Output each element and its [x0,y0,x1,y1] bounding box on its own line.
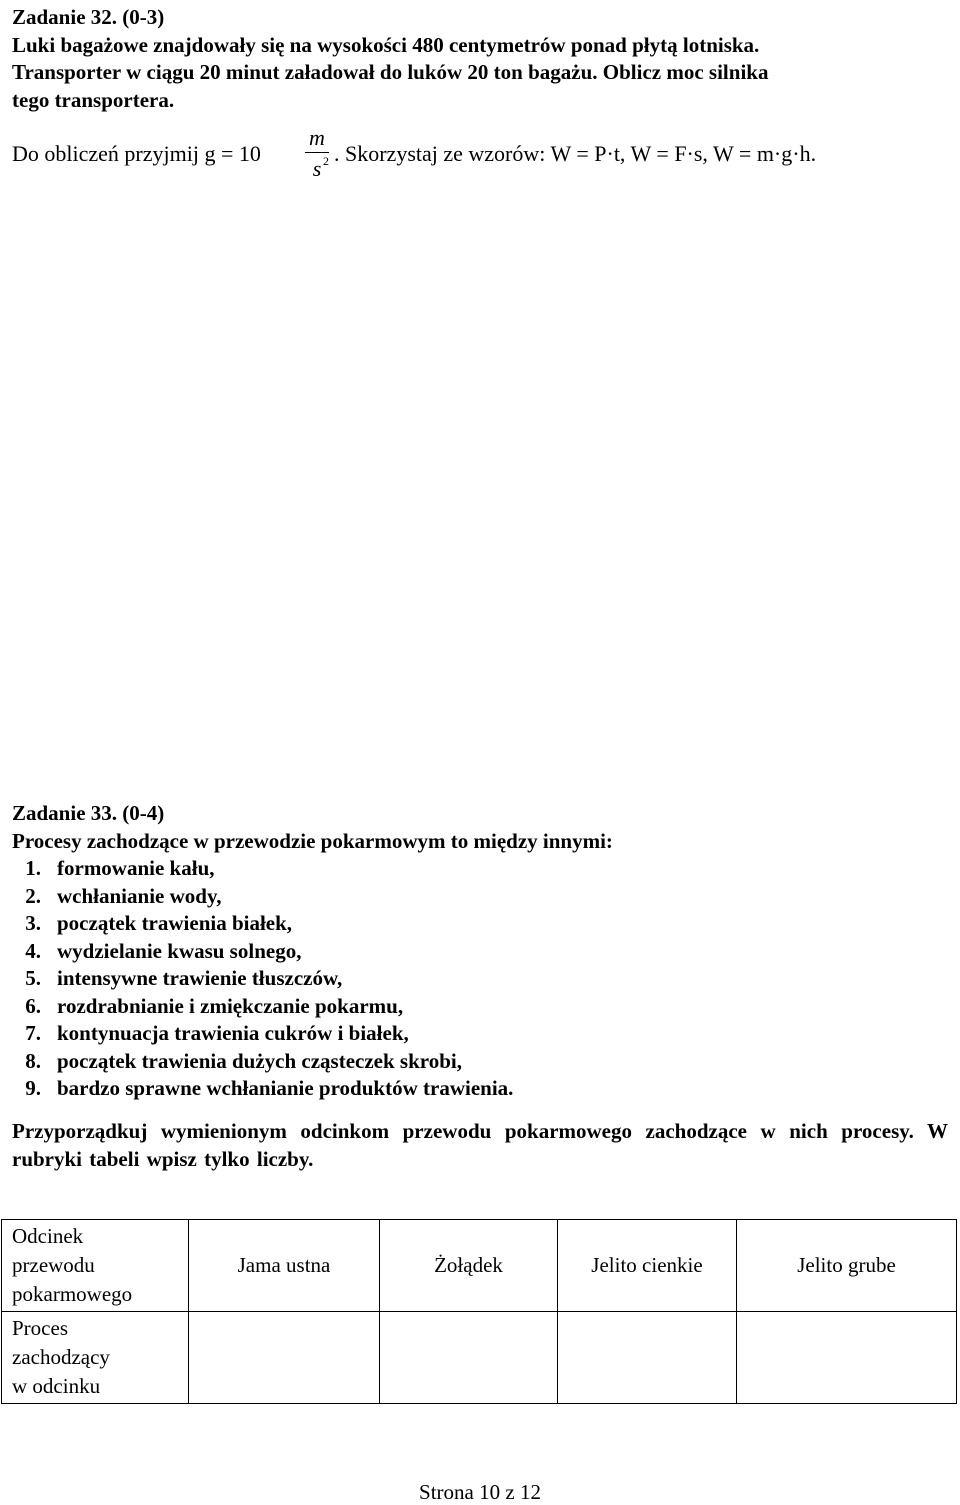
list-item-text: początek trawienia dużych cząsteczek skrobi, [57,1048,462,1073]
task-33-intro: Procesy zachodzące w przewodzie pokarmowym to między innymi: [12,828,613,853]
row-header-segment-line: Odcinek [12,1224,84,1248]
column-header-small-intestine: Jelito cienkie [558,1220,737,1312]
task-32-line-2: Transporter w ciągu 20 minut załadował do luków 20 ton bagażu. Oblicz moc silnika [12,60,769,84]
task-32-line-1: Luki bagażowe znajdowały się na wysokości 480 centymetrów ponad płytą lotniska. [12,32,760,57]
hint-prefix: Do obliczeń przyjmij g = 10 [12,141,261,166]
row-header-process-line: Proces [12,1316,68,1340]
column-header-mouth: Jama ustna [189,1220,380,1312]
row-header-process-line: w odcinku [12,1374,101,1398]
answer-cell-large-intestine[interactable] [737,1312,957,1404]
list-item-number: 1. [25,856,41,880]
table-answer-row [2,1312,957,1404]
answer-table [1,1219,957,1404]
list-item-text: początek trawienia białek, [57,911,293,935]
table-header-row [2,1220,957,1312]
list-item-number: 5. [25,966,41,990]
row-header-segment-line: pokarmowego [12,1282,133,1306]
list-item-number: 8. [25,1048,41,1073]
list-item-number: 4. [25,938,41,963]
row-header-process [2,1312,189,1404]
unit-denominator [305,153,329,181]
list-item [12,883,948,911]
hint-suffix: . Skorzystaj ze wzorów: W = P·t, W = F·s, W = m·g·h. [334,141,817,166]
list-item-number: 7. [25,1021,41,1045]
list-item [12,855,948,883]
list-item [12,1048,948,1076]
list-item-number: 2. [25,883,41,908]
task-32-hint [12,126,948,184]
task-33-title: Zadanie 33. (0-4) [12,801,165,825]
list-item [12,1020,948,1048]
row-header-segment-line: przewodu [12,1253,95,1277]
page-footer: Strona 10 z 12 [419,1480,541,1504]
answer-cell-stomach[interactable] [380,1312,558,1404]
list-item [12,938,948,966]
unit-numerator: m [305,126,329,153]
task-32 [12,4,948,184]
answer-cell-mouth[interactable] [189,1312,380,1404]
list-item [12,1075,948,1103]
list-item-text: kontynuacja trawienia cukrów i białek, [57,1021,409,1045]
list-item [12,910,948,938]
column-header-stomach: Żołądek [380,1220,558,1312]
task-32-title: Zadanie 32. (0-3) [12,5,165,29]
row-header-segment [2,1220,189,1312]
list-item-text: bardzo sprawne wchłanianie produktów trawienia. [57,1076,514,1100]
list-item-number: 3. [25,911,41,935]
list-item-number: 9. [25,1076,41,1100]
list-item [12,965,948,993]
answer-cell-small-intestine[interactable] [558,1312,737,1404]
task-33-instruction: Przyporządkuj wymienionym odcinkom przewodu pokarmowego zachodzące w nich procesy. W rubryki tabeli wpisz tylko liczby. [12,1118,948,1171]
list-item-text: rozdrabnianie i zmiękczanie pokarmu, [57,993,404,1018]
list-item-number: 6. [25,993,41,1018]
task-33 [12,800,948,1173]
unit-exponent: 2 [323,154,329,168]
list-item-text: wydzielanie kwasu solnego, [57,938,302,963]
list-item-text: formowanie kału, [57,856,215,880]
list-item-text: wchłanianie wody, [57,883,222,908]
unit-denominator-symbol: s [312,156,322,181]
task-32-line-3: tego transportera. [12,87,175,112]
list-item [12,993,948,1021]
list-item-text: intensywne trawienie tłuszczów, [57,966,343,990]
row-header-process-line: zachodzący [12,1345,110,1369]
column-header-large-intestine: Jelito grube [737,1220,957,1312]
unit-fraction [305,126,329,181]
process-list [12,855,948,1103]
